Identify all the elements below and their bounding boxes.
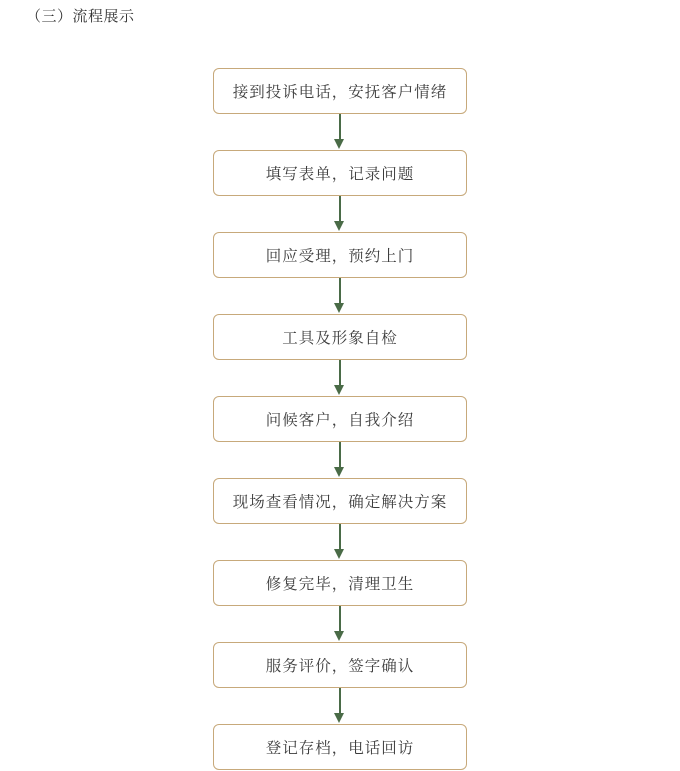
section-title: （三）流程展示 bbox=[26, 8, 135, 25]
arrow-shaft bbox=[339, 114, 341, 141]
arrow-head-icon bbox=[334, 549, 344, 559]
arrow-shaft bbox=[339, 524, 341, 551]
flow-node-9 bbox=[213, 724, 467, 770]
process-flowchart bbox=[0, 68, 680, 770]
flow-arrow-7 bbox=[330, 606, 350, 642]
flow-arrow-4 bbox=[330, 360, 350, 396]
flow-node-label: 修复完毕，清理卫生 bbox=[265, 576, 415, 593]
arrow-shaft bbox=[339, 196, 341, 223]
arrow-head-icon bbox=[334, 385, 344, 395]
flow-node-label: 服务评价，签字确认 bbox=[265, 658, 415, 675]
flow-node-label: 登记存档，电话回访 bbox=[265, 740, 415, 757]
flow-node-label: 问候客户，自我介绍 bbox=[265, 412, 415, 429]
flow-node-label: 回应受理，预约上门 bbox=[265, 248, 415, 265]
flow-node-1 bbox=[213, 68, 467, 114]
flow-node-label: 填写表单，记录问题 bbox=[265, 166, 415, 183]
arrow-head-icon bbox=[334, 631, 344, 641]
flow-arrow-2 bbox=[330, 196, 350, 232]
arrow-shaft bbox=[339, 278, 341, 305]
flow-arrow-8 bbox=[330, 688, 350, 724]
arrow-head-icon bbox=[334, 303, 344, 313]
flow-arrow-6 bbox=[330, 524, 350, 560]
flow-node-3 bbox=[213, 232, 467, 278]
arrow-shaft bbox=[339, 360, 341, 387]
flow-node-label: 接到投诉电话，安抚客户情绪 bbox=[232, 84, 448, 101]
arrow-head-icon bbox=[334, 221, 344, 231]
arrow-shaft bbox=[339, 442, 341, 469]
flow-node-8 bbox=[213, 642, 467, 688]
flow-arrow-1 bbox=[330, 114, 350, 150]
flow-node-4 bbox=[213, 314, 467, 360]
flow-node-5 bbox=[213, 396, 467, 442]
flow-node-7 bbox=[213, 560, 467, 606]
arrow-head-icon bbox=[334, 139, 344, 149]
flow-arrow-5 bbox=[330, 442, 350, 478]
arrow-shaft bbox=[339, 606, 341, 633]
arrow-shaft bbox=[339, 688, 341, 715]
flow-node-2 bbox=[213, 150, 467, 196]
arrow-head-icon bbox=[334, 467, 344, 477]
flow-arrow-3 bbox=[330, 278, 350, 314]
arrow-head-icon bbox=[334, 713, 344, 723]
flow-node-6 bbox=[213, 478, 467, 524]
flow-node-label: 工具及形象自检 bbox=[282, 330, 398, 347]
flow-node-label: 现场查看情况，确定解决方案 bbox=[232, 494, 448, 511]
